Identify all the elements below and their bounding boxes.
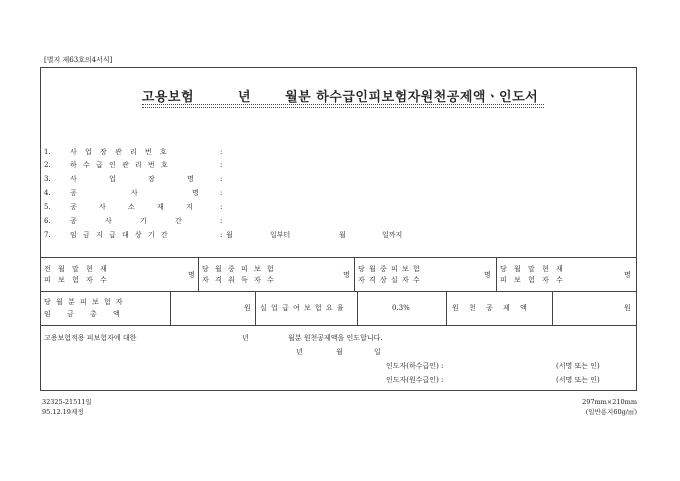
- field-label: 하 수 급 인 관 리 번 호: [70, 161, 168, 169]
- table-divider: [198, 257, 199, 291]
- field-num: 4.: [44, 189, 51, 197]
- cell-label: 전 월 말 현 재: [44, 265, 107, 273]
- statement-year: 년: [242, 334, 249, 342]
- field-num: 6.: [44, 217, 51, 225]
- date-month: 월: [336, 348, 343, 356]
- form-tag: [별지 제63호의4서식]: [44, 56, 113, 64]
- cell-label: 원 천 공 제 액: [452, 304, 527, 312]
- table-divider: [496, 257, 497, 291]
- period-start-day: 일부터: [270, 231, 291, 239]
- table-divider: [255, 291, 256, 325]
- page-title: [0, 86, 680, 105]
- cell-label: 당 월 분 피 보 험 자: [44, 298, 123, 306]
- statement-text: 월분 원천공제액을 인도합니다.: [288, 334, 383, 342]
- insurance-rate: 0.3%: [392, 304, 410, 312]
- cell-label: 실 업 급 여 보 험 요 율: [260, 304, 344, 312]
- title-underline: [142, 104, 544, 108]
- title-part-a: 고용보험: [141, 90, 195, 105]
- table-divider: [354, 257, 355, 291]
- field-label: 사 업 장 명: [70, 175, 194, 183]
- field-label: 임 금 지 급 대 상 기 간: [70, 231, 168, 239]
- form-code: 32325-21511일: [42, 398, 92, 406]
- taker-signature: (서명 또는 인): [556, 376, 600, 384]
- enacted-date: 95.12.19제정: [42, 408, 84, 416]
- field-colon: :: [220, 161, 223, 169]
- field-label: 공 사 기 간: [70, 217, 182, 225]
- cell-label: 당 월 중 피 보 험: [358, 265, 420, 273]
- field-num: 2.: [44, 161, 51, 169]
- table-rule: [40, 291, 637, 292]
- period-start-month: 월: [226, 231, 233, 239]
- table-rule: [40, 325, 637, 326]
- cell-label: 자 격 취 득 자 수: [202, 276, 274, 284]
- cell-unit: 명: [343, 271, 350, 279]
- giver-label: 인도자(하수급인) :: [386, 362, 444, 370]
- period-end-month: 월: [339, 231, 346, 239]
- field-num: 7.: [44, 231, 51, 239]
- cell-label: 당 월 말 현 재: [500, 265, 563, 273]
- field-colon: :: [220, 189, 223, 197]
- table-divider: [446, 291, 447, 325]
- table-rule: [40, 257, 637, 258]
- field-colon: :: [220, 203, 223, 211]
- table-divider: [170, 291, 171, 325]
- cell-label: 임 금 총 액: [44, 310, 120, 318]
- cell-label: 피 보 험 자 수: [500, 276, 563, 284]
- field-num: 1.: [44, 148, 51, 156]
- field-num: 3.: [44, 175, 51, 183]
- statement-text: 고용보험적용 피보험자에 대한: [44, 334, 137, 342]
- field-label: 공 사 소 재 지: [70, 203, 193, 211]
- field-colon: :: [220, 217, 223, 225]
- giver-signature: (서명 또는 인): [556, 362, 600, 370]
- paper-type: (일반용지60g/㎡): [585, 408, 637, 416]
- field-label: 사 업 장 관 리 번 호: [70, 148, 167, 156]
- cell-unit: 명: [624, 271, 631, 279]
- cell-unit: 원: [624, 304, 631, 312]
- taker-label: 인도자(원수급인) :: [386, 376, 444, 384]
- field-colon: :: [220, 175, 223, 183]
- cell-unit: 명: [484, 271, 491, 279]
- cell-unit: 원: [244, 304, 251, 312]
- title-part-c: 월분 하수급인피보험자원천공제액ㆍ인도서: [285, 90, 539, 105]
- period-end-day: 일까지: [382, 231, 403, 239]
- field-num: 5.: [44, 203, 51, 211]
- table-divider: [357, 291, 358, 325]
- field-colon: :: [220, 148, 223, 156]
- paper-size: 297mm×210mm: [582, 398, 637, 406]
- field-label: 공 사 명: [70, 189, 199, 197]
- cell-unit: 명: [188, 271, 195, 279]
- cell-label: 자 격 상 실 자 수: [358, 276, 420, 284]
- table-divider: [552, 291, 553, 325]
- title-part-b: 년: [238, 90, 252, 105]
- cell-label: 당 월 중 피 보 험: [202, 265, 274, 273]
- date-day: 일: [374, 348, 381, 356]
- date-year: 년: [296, 348, 303, 356]
- cell-label: 피 보 험 자 수: [44, 276, 107, 284]
- field-colon: :: [220, 231, 223, 239]
